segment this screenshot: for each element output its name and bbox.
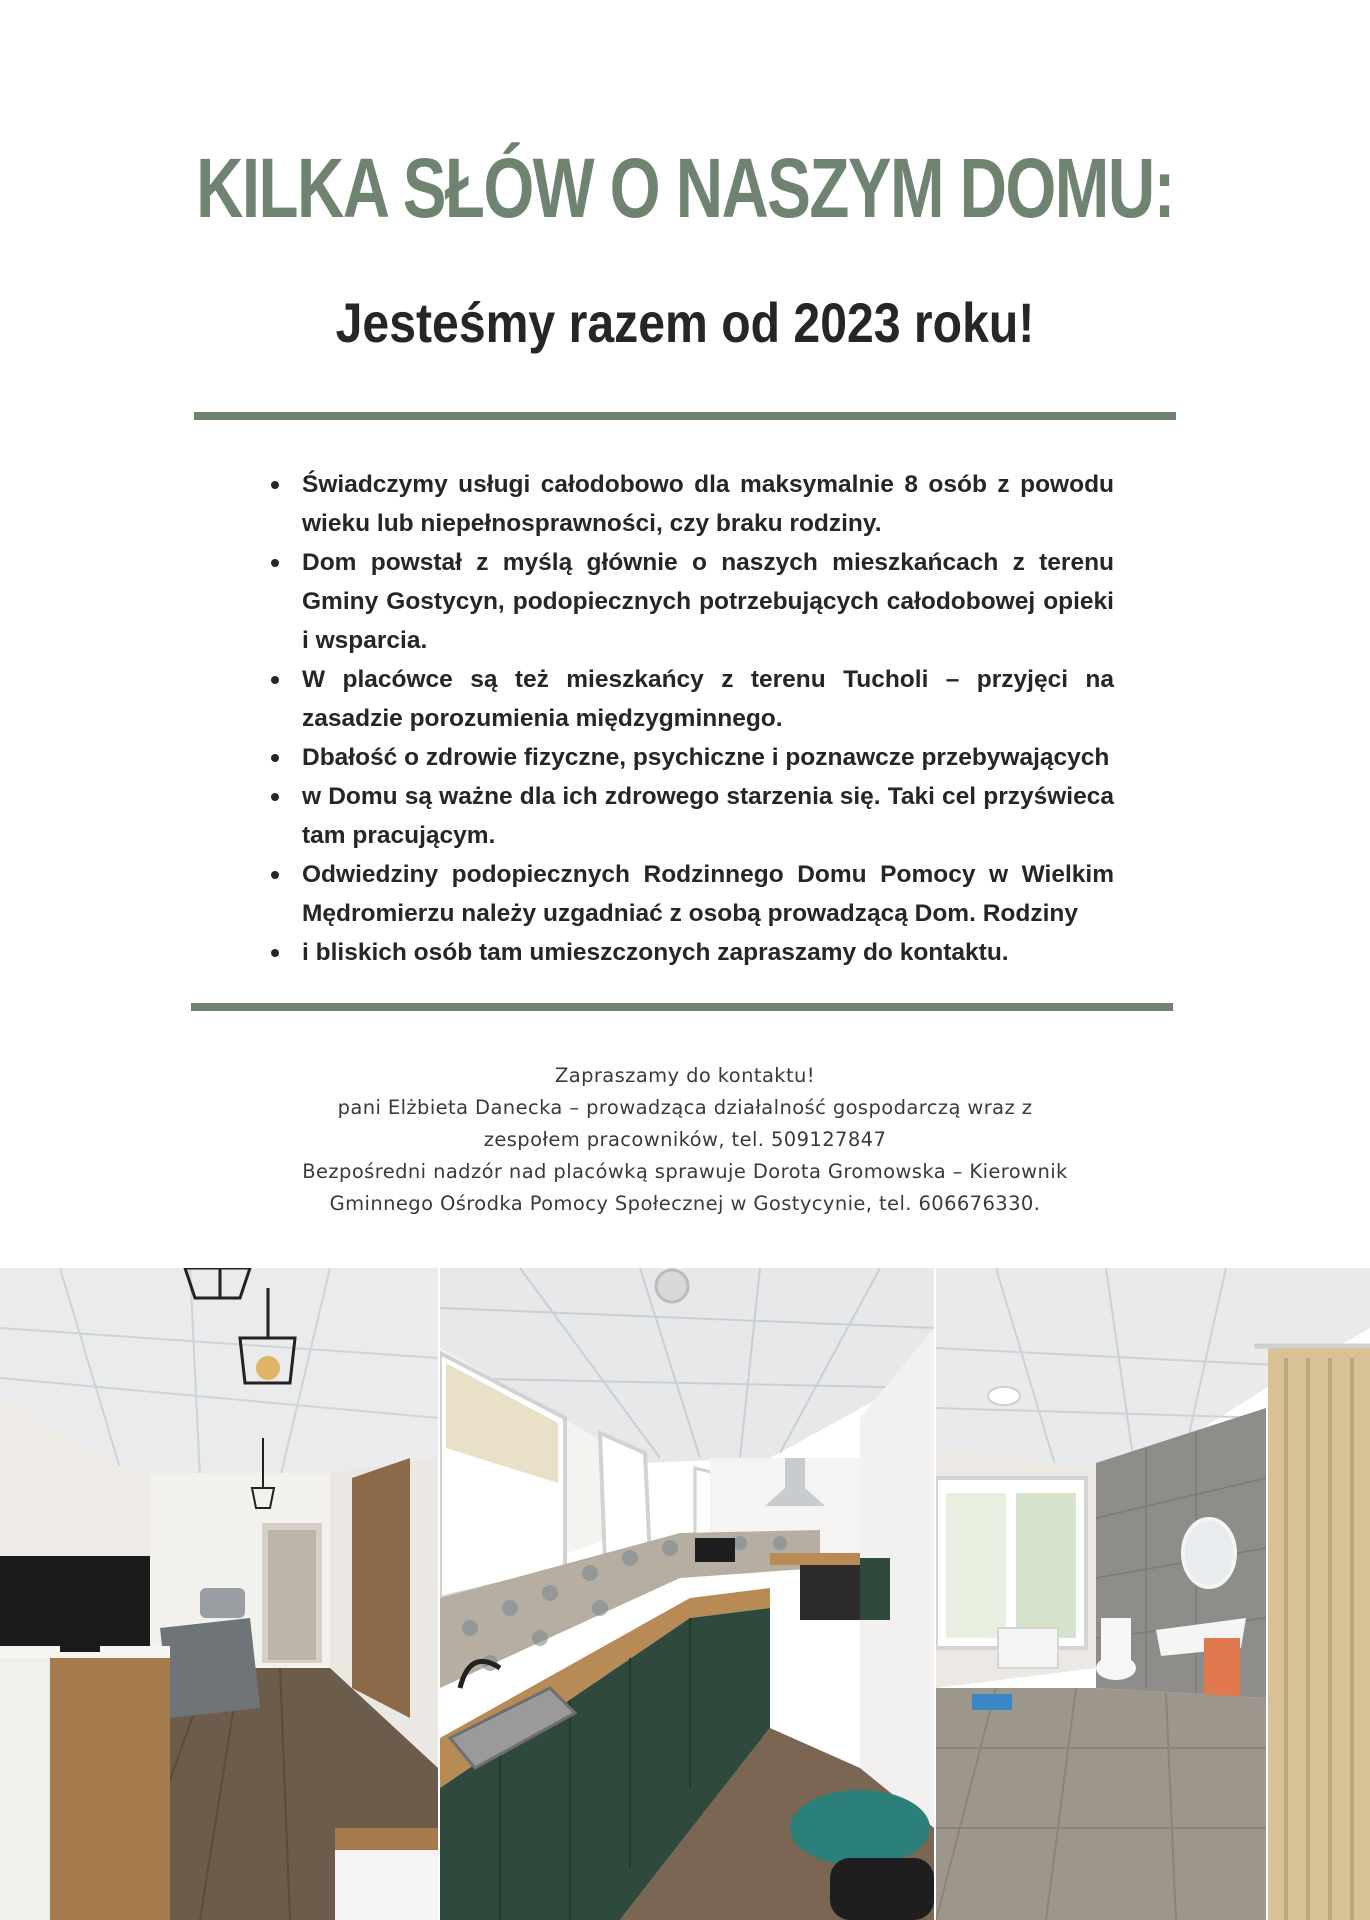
divider-top <box>194 412 1176 420</box>
bullet-item: Dom powstał z myślą głównie o naszych mieszkańcach z terenu Gminy Gostycyn, podopiecznych potrzebujących całodobowej opieki i wsparcia. <box>262 543 1114 660</box>
kitchen-photo <box>440 1268 934 1920</box>
bullet-item: Dbałość o zdrowie fizyczne, psychiczne i poznawcze przebywających <box>262 738 1114 777</box>
bathroom-illustration <box>936 1268 1370 1920</box>
bullet-item: Odwiedziny podopiecznych Rodzinnego Domu Pomocy w Wielkim Mędromierzu należy uzgadniać z osobą prowadzącą Dom. Rodziny <box>262 855 1114 933</box>
page-title: KILKA SŁÓW O NASZYM DOMU: <box>196 141 1174 235</box>
bullet-item: w Domu są ważne dla ich zdrowego starzenia się. Taki cel przyświeca tam pracującym. <box>262 777 1114 855</box>
contact-line: zespołem pracowników, tel. 509127847 <box>483 1128 887 1151</box>
contact-invitation: Zapraszamy do kontaktu! <box>554 1064 816 1087</box>
contact-line: pani Elżbieta Danecka – prowadząca działalność gospodarczą wraz z <box>337 1096 1033 1119</box>
bullet-item: i bliskich osób tam umieszczonych zapraszamy do kontaktu. <box>262 933 1114 972</box>
contact-block <box>285 1060 1085 1220</box>
bedroom-photo <box>0 1268 438 1920</box>
contact-line: Gminnego Ośrodka Pomocy Społecznej w Gostycynie, tel. 606676330. <box>329 1192 1041 1215</box>
info-bullet-list <box>262 465 1114 972</box>
photo-strip <box>0 1268 1370 1920</box>
divider-bottom <box>191 1003 1173 1011</box>
bedroom-illustration <box>0 1268 438 1920</box>
kitchen-illustration <box>440 1268 934 1920</box>
page-subtitle: Jesteśmy razem od 2023 roku! <box>335 291 1035 354</box>
contact-line: Bezpośredni nadzór nad placówką sprawuje Dorota Gromowska – Kierownik <box>302 1160 1068 1183</box>
bullet-item: W placówce są też mieszkańcy z terenu Tucholi – przyjęci na zasadzie porozumienia międzygminnego. <box>262 660 1114 738</box>
bullet-item: Świadczymy usługi całodobowo dla maksymalnie 8 osób z powodu wieku lub niepełnosprawności, czy braku rodziny. <box>262 465 1114 543</box>
bathroom-photo <box>936 1268 1370 1920</box>
